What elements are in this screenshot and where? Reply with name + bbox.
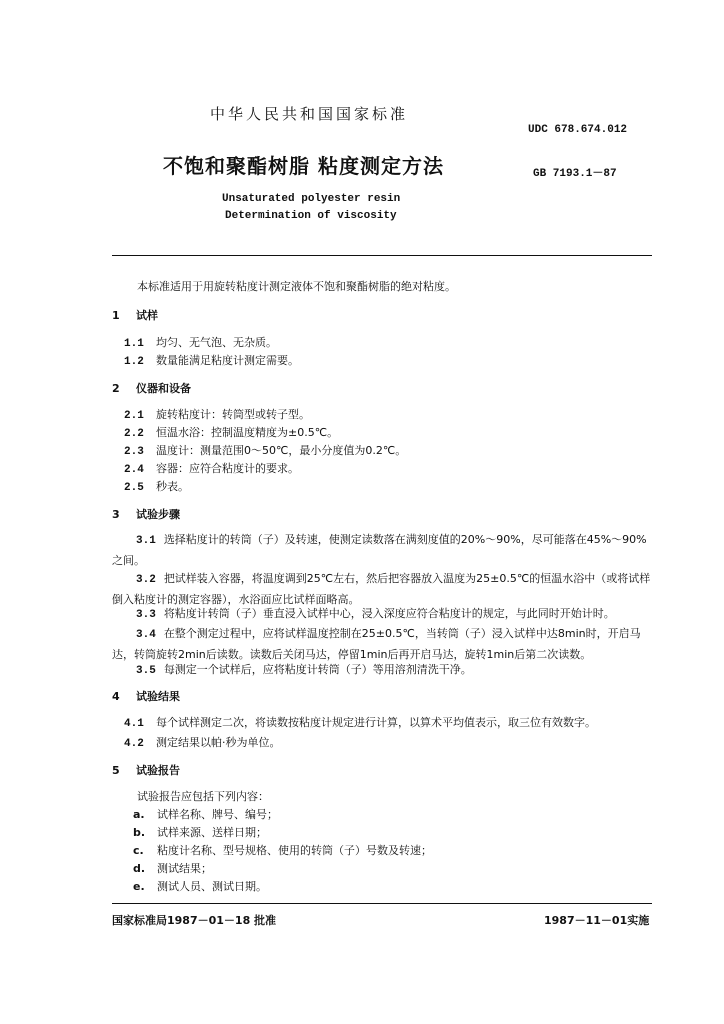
top-divider bbox=[112, 255, 652, 256]
section-number: 4 bbox=[112, 690, 120, 703]
list-text: 试样名称、牌号、编号； bbox=[157, 808, 278, 821]
udc-code: UDC 678.674.012 bbox=[528, 124, 628, 136]
gb-number: GB 7193.1－87 bbox=[533, 168, 617, 180]
section-title: 试验报告 bbox=[136, 764, 180, 777]
para-text: 选择粘度计的转筒（子）及转速，使测定读数落在满刻度值的20%～90%，尽可能落在45%～90%之间。 bbox=[112, 533, 647, 567]
national-standard-heading: 中华人民共和国国家标准 bbox=[210, 105, 409, 123]
list-text: 测试结果； bbox=[157, 862, 212, 875]
item-text: 容器：应符合粘度计的要求。 bbox=[156, 462, 299, 475]
english-title-line2: Determination of viscosity bbox=[225, 210, 397, 222]
item-2-3 bbox=[124, 442, 406, 458]
item-text: 每个试样测定二次，将读数按粘度计规定进行计算，以算术平均值表示，取三位有效数字。 bbox=[156, 716, 596, 729]
para-number: 3.2 bbox=[136, 574, 156, 586]
item-text: 测定结果以帕·秒为单位。 bbox=[156, 736, 281, 749]
item-text: 数量能满足粘度计测定需要。 bbox=[156, 354, 299, 367]
para-3-3 bbox=[112, 604, 652, 625]
list-marker: a. bbox=[133, 808, 145, 821]
item-number: 2.1 bbox=[124, 410, 144, 422]
item-2-4 bbox=[124, 460, 299, 476]
para-number: 3.4 bbox=[136, 629, 156, 641]
section-title: 试验结果 bbox=[136, 690, 180, 703]
section-title: 试验步骤 bbox=[136, 508, 180, 521]
section-2-heading bbox=[112, 380, 191, 396]
section-title: 仪器和设备 bbox=[136, 382, 191, 395]
section-5-heading bbox=[112, 762, 180, 778]
item-number: 4.2 bbox=[124, 738, 144, 750]
para-3-5 bbox=[112, 660, 652, 681]
item-text: 温度计：测量范围0～50℃，最小分度值为0.2℃。 bbox=[156, 444, 407, 457]
para-number: 3.3 bbox=[136, 609, 156, 621]
section-number: 2 bbox=[112, 382, 120, 395]
section-title: 试样 bbox=[136, 309, 158, 322]
section-number: 3 bbox=[112, 508, 120, 521]
item-2-1 bbox=[124, 406, 310, 422]
section-4-heading bbox=[112, 688, 180, 704]
para-text: 把试样装入容器，将温度调到25℃左右，然后把容器放入温度为25±0.5℃的恒温水浴中（或将试样倒入粘度计的测定容器），水浴面应比试样面略高。 bbox=[112, 572, 651, 606]
item-number: 1.1 bbox=[124, 338, 144, 350]
list-text: 测试人员、测试日期。 bbox=[157, 880, 267, 893]
item-4-1 bbox=[124, 714, 596, 730]
item-1-2 bbox=[124, 352, 299, 368]
section-number: 5 bbox=[112, 764, 120, 777]
item-number: 2.3 bbox=[124, 446, 144, 458]
list-marker: b. bbox=[133, 826, 146, 839]
item-number: 2.5 bbox=[124, 482, 144, 494]
para-number: 3.1 bbox=[136, 535, 156, 547]
list-marker: e. bbox=[133, 880, 145, 893]
list-marker: d. bbox=[133, 862, 146, 875]
para-3-1 bbox=[112, 530, 652, 571]
document-title: 不饱和聚酯树脂 粘度测定方法 bbox=[163, 154, 444, 178]
list-text: 试样来源、送样日期； bbox=[157, 826, 267, 839]
item-text: 均匀、无气泡、无杂质。 bbox=[156, 336, 277, 349]
section-number: 1 bbox=[112, 309, 120, 322]
para-text: 每测定一个试样后，应将粘度计转筒（子）等用溶剂清洗干净。 bbox=[163, 663, 472, 676]
bottom-divider bbox=[112, 903, 652, 904]
item-2-5 bbox=[124, 478, 189, 494]
list-marker: c. bbox=[133, 844, 144, 857]
item-number: 2.4 bbox=[124, 464, 144, 476]
section-1-heading bbox=[112, 307, 158, 323]
section-3-heading bbox=[112, 506, 180, 522]
item-2-2 bbox=[124, 424, 338, 440]
para-3-4 bbox=[112, 624, 652, 665]
item-1-1 bbox=[124, 334, 277, 350]
item-number: 1.2 bbox=[124, 356, 144, 368]
item-text: 旋转粘度计：转筒型或转子型。 bbox=[156, 408, 310, 421]
english-title-line1: Unsaturated polyester resin bbox=[222, 193, 401, 205]
report-item-a bbox=[133, 806, 278, 822]
effective-date: 1987－11－01实施 bbox=[544, 914, 650, 927]
intro-paragraph: 本标准适用于用旋转粘度计测定液体不饱和聚酯树脂的绝对粘度。 bbox=[137, 280, 456, 293]
report-lead: 试验报告应包括下列内容： bbox=[137, 790, 269, 803]
item-number: 2.2 bbox=[124, 428, 144, 440]
approval-date: 国家标准局1987－01－18 批准 bbox=[112, 914, 277, 927]
report-item-d bbox=[133, 860, 212, 876]
para-number: 3.5 bbox=[136, 665, 156, 677]
para-text: 在整个测定过程中，应将试样温度控制在25±0.5℃，当转筒（子）浸入试样中达8min时，开启马达，转筒旋转2min后读数。读数后关闭马达，停留1min后再开启马达，旋转1min后第二次读数。 bbox=[112, 627, 641, 661]
para-text: 将粘度计转筒（子）垂直浸入试样中心，浸入深度应符合粘度计的规定，与此同时开始计时。 bbox=[163, 607, 615, 620]
item-number: 4.1 bbox=[124, 718, 144, 730]
item-4-2 bbox=[124, 734, 281, 750]
report-item-c bbox=[133, 842, 432, 858]
item-text: 恒温水浴：控制温度精度为±0.5℃。 bbox=[156, 426, 339, 439]
list-text: 粘度计名称、型号规格、使用的转筒（子）号数及转速； bbox=[157, 844, 432, 857]
report-item-e bbox=[133, 878, 267, 894]
item-text: 秒表。 bbox=[156, 480, 189, 493]
report-item-b bbox=[133, 824, 267, 840]
